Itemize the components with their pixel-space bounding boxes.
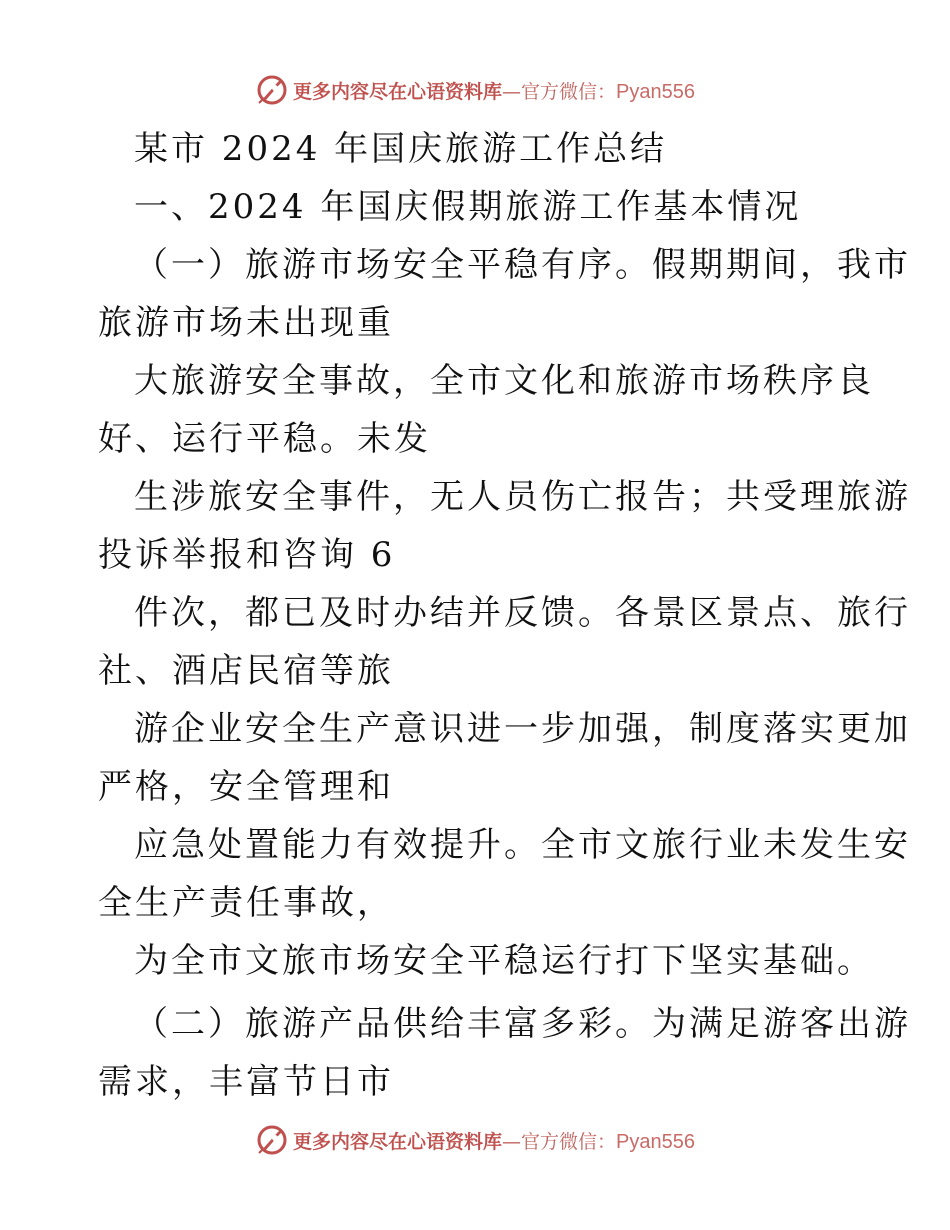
watermark-id: Pyan556 <box>616 1130 695 1153</box>
paragraph-line: 严格，安全管理和 <box>98 767 394 807</box>
paragraph-line: 为全市文旅市场安全平稳运行打下坚实基础。 <box>134 941 874 981</box>
paragraph-line: 好、运行平稳。未发 <box>98 419 431 459</box>
paragraph-line: 社、酒店民宿等旅 <box>98 651 394 691</box>
quill-pen-logo-icon <box>255 73 289 107</box>
paragraph-line: （一）旅游市场安全平稳有序。假期期间，我市 <box>134 245 911 285</box>
paragraph-line: 游企业安全生产意识进一步加强，制度落实更加 <box>134 709 911 749</box>
header-watermark <box>0 70 950 110</box>
section-heading: 一、2024 年国庆假期旅游工作基本情况 <box>134 187 802 227</box>
footer-watermark <box>0 1120 950 1160</box>
watermark-text <box>293 77 695 104</box>
document-title: 某市 2024 年国庆旅游工作总结 <box>134 129 668 169</box>
paragraph-line: 生涉旅安全事件，无人员伤亡报告；共受理旅游 <box>134 477 911 517</box>
quill-pen-logo-icon <box>255 1123 289 1157</box>
paragraph-line: 大旅游安全事故，全市文化和旅游市场秩序良 <box>134 361 874 401</box>
watermark-main: 更多内容尽在心语资料库 <box>293 80 503 103</box>
paragraph-line: （二）旅游产品供给丰富多彩。为满足游客出游 <box>134 1004 911 1044</box>
watermark-main: 更多内容尽在心语资料库 <box>293 1130 503 1153</box>
paragraph-line: 应急处置能力有效提升。全市文旅行业未发生安 <box>134 825 911 865</box>
watermark-separator: —官方微信： <box>502 1130 617 1153</box>
paragraph-line: 旅游市场未出现重 <box>98 303 394 343</box>
paragraph-line: 需求，丰富节日市 <box>98 1062 394 1102</box>
watermark-text <box>293 1127 695 1154</box>
watermark-id: Pyan556 <box>616 80 695 103</box>
paragraph-line: 全生产责任事故， <box>98 883 394 923</box>
watermark-separator: —官方微信： <box>502 80 617 103</box>
paragraph-line: 件次，都已及时办结并反馈。各景区景点、旅行 <box>134 593 911 633</box>
paragraph-line: 投诉举报和咨询 6 <box>98 535 396 575</box>
